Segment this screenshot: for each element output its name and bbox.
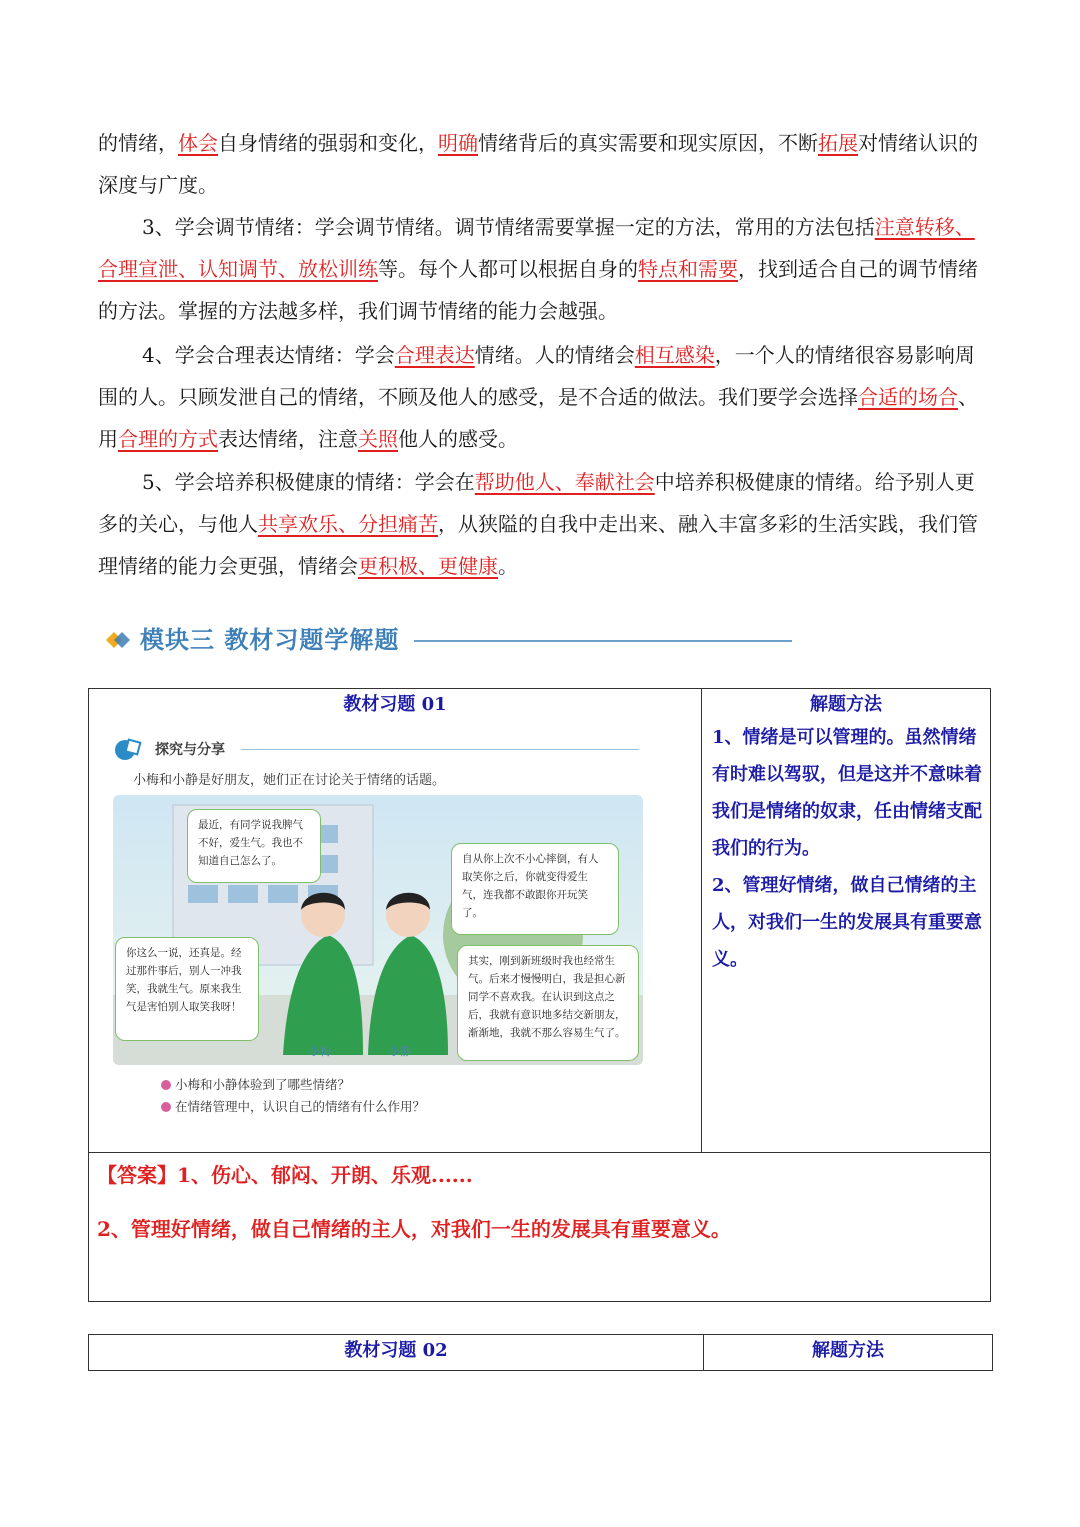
- text: 中培养积极健康的情绪。给予别人更多的关心，与他人: [98, 470, 975, 536]
- character-name-2: 小静: [389, 1045, 411, 1058]
- text: ，一个人的情绪很容易影响周围的人。只顾发泄自己的情绪，不顾及他人的感受，是不合适的做法。我们要学会选择: [98, 343, 975, 409]
- text: 的情绪，: [98, 131, 178, 155]
- paragraph-1: [98, 122, 982, 206]
- exercise-02-table: [88, 1334, 993, 1371]
- keyword: 更积极、更健康: [358, 554, 498, 578]
- text: 他人的感受。: [398, 427, 518, 451]
- keyword: 合适的场合: [858, 385, 958, 409]
- answer-line-2: 2、管理好情绪，做自己情绪的主人，对我们一生的发展具有重要意义。: [97, 1217, 731, 1241]
- double-diamond-icon: [104, 630, 132, 650]
- keyword: 注意转移、合理宣泄、认知调节、放松训练: [98, 215, 975, 281]
- method-cell: [704, 1335, 993, 1371]
- text: 4、学会合理表达情绪：学会: [142, 343, 395, 367]
- keyword: 体会: [178, 131, 218, 155]
- keyword: 合理的方式: [118, 427, 218, 451]
- exercise-content-cell: [89, 1335, 704, 1371]
- speech-bubble-3: 你这么一说，还真是。经过那件事后，别人一冲我笑，我就生气。原来我生气是害怕别人取笑我呀！: [115, 937, 259, 1041]
- keyword: 明确: [438, 131, 478, 155]
- exercise-01-table: [88, 688, 991, 1302]
- method-title: 解题方法: [810, 694, 882, 715]
- figure-title: 探究与分享: [155, 742, 225, 758]
- figure-divider: [241, 749, 639, 750]
- question-1: [161, 1075, 350, 1093]
- method-cell: [702, 689, 991, 1153]
- text: 情绪背后的真实需要和现实原因，不断: [478, 131, 818, 155]
- text: 。: [498, 554, 518, 578]
- paragraph-3: [98, 334, 982, 460]
- illustration: [113, 795, 643, 1065]
- text: 表达情绪，注意: [218, 427, 358, 451]
- text: 情绪。人的情绪会: [474, 343, 635, 367]
- paragraph-4: [98, 461, 982, 587]
- textbook-figure: [113, 731, 643, 1129]
- bullet-icon: [161, 1102, 171, 1112]
- keyword: 关照: [358, 427, 398, 451]
- keyword: 帮助他人、奉献社会: [474, 470, 655, 494]
- speech-bubble-4: 其实，刚到新班级时我也经常生气。后来才慢慢明白，我是担心新同学不喜欢我。在认识到这点之后，我就有意识地多结交新朋友，渐渐地，我就不那么容易生气了。: [457, 945, 639, 1061]
- text: ，从狭隘的自我中走出来、融入丰富多彩的生活实践，我们管理情绪的能力会更强，情绪会: [98, 512, 978, 578]
- keyword: 相互感染: [634, 343, 715, 367]
- question-text: 在情绪管理中，认识自己的情绪有什么作用？: [175, 1099, 426, 1114]
- keyword: 特点和需要: [638, 257, 738, 281]
- figure-intro: 小梅和小静是好朋友，她们正在讨论关于情绪的话题。: [133, 773, 446, 788]
- cube-icon: [113, 737, 143, 761]
- question-text: 小梅和小静体验到了哪些情绪？: [175, 1077, 351, 1092]
- method-title: 解题方法: [812, 1340, 884, 1361]
- text: 、用: [98, 385, 978, 451]
- speech-bubble-2: 自从你上次不小心摔倒，有人取笑你之后，你就变得爱生气，连我都不敢跟你开玩笑了。: [451, 843, 619, 935]
- answer-cell: [89, 1153, 991, 1302]
- exercise-title: 教材习题 02: [344, 1340, 448, 1361]
- keyword: 共享欢乐、分担痛苦: [258, 512, 438, 536]
- text: 等。每个人都可以根据自身的: [378, 257, 638, 281]
- character-name-1: 小梅: [309, 1045, 331, 1058]
- module-heading: [104, 620, 794, 660]
- speech-bubble-1: 最近，有同学说我脾气不好，爱生气。我也不知道自己怎么了。: [187, 809, 321, 883]
- answer-line-1: 【答案】1、伤心、郁闷、开朗、乐观......: [97, 1163, 473, 1187]
- module-title: 模块三 教材习题学解题: [140, 626, 400, 654]
- text: 对情绪认识的深度与广度。: [98, 131, 978, 197]
- question-2: [161, 1097, 425, 1115]
- exercise-title: 教材习题 01: [343, 694, 447, 715]
- bullet-icon: [161, 1080, 171, 1090]
- text: 3、学会调节情绪：学会调节情绪。调节情绪需要掌握一定的方法，常用的方法包括: [142, 215, 875, 239]
- module-divider: [414, 640, 792, 642]
- keyword: 拓展: [818, 131, 858, 155]
- text: ，找到适合自己的调节情绪的方法。掌握的方法越多样，我们调节情绪的能力会越强。: [98, 257, 978, 323]
- exercise-content-cell: [89, 689, 702, 1153]
- text: 自身情绪的强弱和变化，: [218, 131, 438, 155]
- paragraph-2: [98, 206, 982, 332]
- keyword: 合理表达: [394, 343, 475, 367]
- method-text-1: 1、情绪是可以管理的。虽然情绪有时难以驾驭，但是这并不意味着我们是情绪的奴隶，任由情绪支配我们的行为。: [712, 727, 982, 859]
- method-text-2: 2、管理好情绪，做自己情绪的主人，对我们一生的发展具有重要意义。: [712, 875, 982, 970]
- text: 5、学会培养积极健康的情绪：学会在: [142, 470, 475, 494]
